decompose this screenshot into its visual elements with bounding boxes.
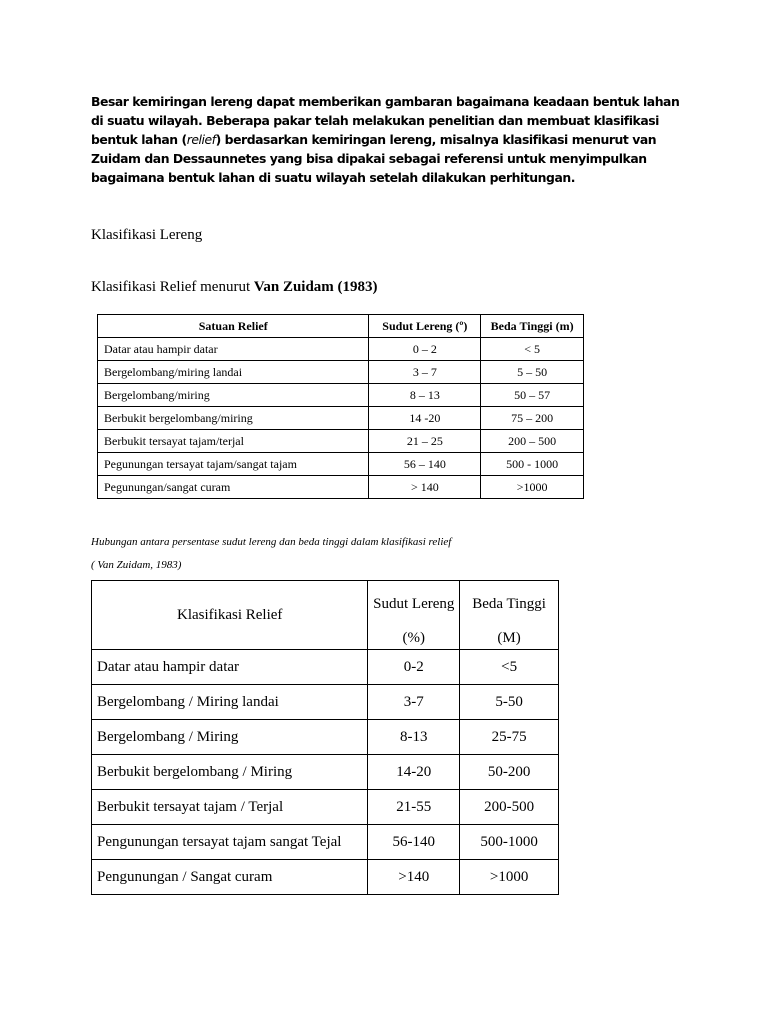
intro-text-after: ) berdasarkan kemiringan lereng, misalnya klasifikasi menurut van Zuidam dan Dessaunnetes yang bisa dipakai sebagai referensi untuk menyimpulkan bagaimana bentuk lahan di suatu wilayah setelah dilakukan perhitungan. <box>91 132 657 185</box>
relief-name-cell: Bergelombang / Miring landai <box>92 685 368 720</box>
table-row <box>98 407 584 430</box>
relief-table-1 <box>97 314 584 499</box>
header-sudut-lereng-unit: (%) <box>402 630 426 646</box>
slope-cell: > 140 <box>369 476 481 499</box>
header-beda-tinggi <box>460 581 559 650</box>
slope-cell: 14-20 <box>368 755 460 790</box>
heading-van-zuidam-bold: Van Zuidam (1983) <box>253 279 378 295</box>
height-cell: 25-75 <box>460 720 559 755</box>
table-row <box>98 384 584 407</box>
height-cell: 200-500 <box>460 790 559 825</box>
height-cell: 5 – 50 <box>481 361 584 384</box>
table-row <box>98 361 584 384</box>
table-caption-line-1: Hubungan antara persentase sudut lereng dan beda tinggi dalam klasifikasi relief <box>91 536 452 548</box>
height-cell: <5 <box>460 650 559 685</box>
header-sudut-lereng-label: Sudut Lereng <box>373 596 455 612</box>
table-row <box>92 790 559 825</box>
relief-name-cell: Berbukit bergelombang/miring <box>98 407 369 430</box>
relief-name-cell: Berbukit bergelombang / Miring <box>92 755 368 790</box>
table-row <box>92 825 559 860</box>
table-header-row <box>92 581 559 650</box>
slope-cell: 8 – 13 <box>369 384 481 407</box>
relief-name-cell: Pengunungan tersayat tajam sangat Tejal <box>92 825 368 860</box>
table-row <box>98 453 584 476</box>
relief-name-cell: Datar atau hampir datar <box>92 650 368 685</box>
table-row <box>98 476 584 499</box>
relief-name-cell: Bergelombang / Miring <box>92 720 368 755</box>
header-beda-tinggi-unit: (M) <box>497 630 521 646</box>
table-row <box>92 860 559 895</box>
height-cell: 500-1000 <box>460 825 559 860</box>
relief-name-cell: Berbukit tersayat tajam/terjal <box>98 430 369 453</box>
header-beda-tinggi: Beda Tinggi (m) <box>481 315 584 338</box>
header-klasifikasi-relief: Klasifikasi Relief <box>92 581 368 650</box>
header-satuan-relief: Satuan Relief <box>98 315 369 338</box>
heading-van-zuidam-prefix: Klasifikasi Relief menurut <box>91 279 254 295</box>
height-cell: >1000 <box>460 860 559 895</box>
slope-cell: 3 – 7 <box>369 361 481 384</box>
intro-paragraph <box>91 92 691 187</box>
height-cell: < 5 <box>481 338 584 361</box>
table-row <box>92 720 559 755</box>
table-header-row <box>98 315 584 338</box>
height-cell: 50 – 57 <box>481 384 584 407</box>
table-row <box>98 338 584 361</box>
slope-cell: >140 <box>368 860 460 895</box>
table-row <box>98 430 584 453</box>
header-sudut-lereng <box>368 581 460 650</box>
height-cell: >1000 <box>481 476 584 499</box>
height-cell: 200 – 500 <box>481 430 584 453</box>
relief-name-cell: Pegunungan tersayat tajam/sangat tajam <box>98 453 369 476</box>
relief-table-2 <box>91 580 559 895</box>
slope-cell: 21 – 25 <box>369 430 481 453</box>
relief-name-cell: Pegunungan/sangat curam <box>98 476 369 499</box>
relief-name-cell: Bergelombang/miring <box>98 384 369 407</box>
table-caption-line-2: ( Van Zuidam, 1983) <box>91 559 182 571</box>
slope-cell: 3-7 <box>368 685 460 720</box>
intro-text-before: Besar kemiringan lereng dapat memberikan gambaran bagaimana keadaan bentuk lahan di suatu wilayah. Beberapa pakar telah melakukan penelitian dan membuat klasifikasi bentuk lahan ( <box>91 94 680 147</box>
height-cell: 50-200 <box>460 755 559 790</box>
slope-cell: 0 – 2 <box>369 338 481 361</box>
intro-italic-term: relief <box>186 132 216 147</box>
relief-name-cell: Bergelombang/miring landai <box>98 361 369 384</box>
slope-cell: 14 -20 <box>369 407 481 430</box>
relief-name-cell: Datar atau hampir datar <box>98 338 369 361</box>
height-cell: 500 - 1000 <box>481 453 584 476</box>
header-beda-tinggi-label: Beda Tinggi <box>472 596 546 612</box>
table-row <box>92 685 559 720</box>
slope-cell: 0-2 <box>368 650 460 685</box>
height-cell: 75 – 200 <box>481 407 584 430</box>
heading-van-zuidam <box>91 279 378 296</box>
slope-cell: 56-140 <box>368 825 460 860</box>
slope-cell: 56 – 140 <box>369 453 481 476</box>
slope-cell: 21-55 <box>368 790 460 825</box>
relief-name-cell: Pengunungan / Sangat curam <box>92 860 368 895</box>
header-sudut-lereng: Sudut Lereng (º) <box>369 315 481 338</box>
relief-name-cell: Berbukit tersayat tajam / Terjal <box>92 790 368 825</box>
table-row <box>92 650 559 685</box>
height-cell: 5-50 <box>460 685 559 720</box>
slope-cell: 8-13 <box>368 720 460 755</box>
table-row <box>92 755 559 790</box>
heading-klasifikasi-lereng: Klasifikasi Lereng <box>91 227 203 243</box>
